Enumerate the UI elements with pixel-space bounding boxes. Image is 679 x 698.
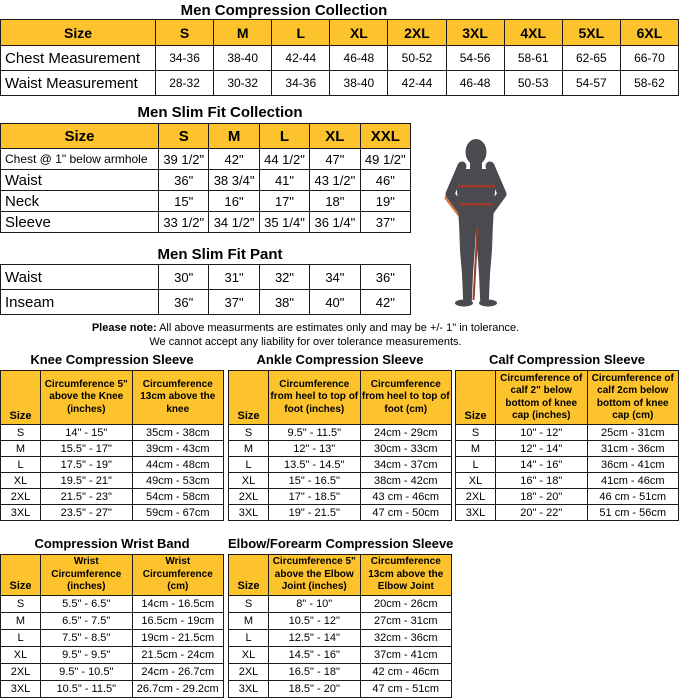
value-cell: 42-44: [388, 71, 446, 96]
column-header: 2XL: [388, 20, 446, 46]
slim-fit-collection-table: [0, 123, 411, 233]
value-cell: 32cm - 36cm: [360, 629, 452, 646]
ankle-sleeve-table: [228, 370, 452, 521]
value-cell: 43 1/2": [310, 170, 360, 191]
value-cell: 35cm - 38cm: [132, 425, 224, 441]
size-cell: S: [229, 595, 269, 612]
size-cell: XL: [456, 473, 496, 489]
value-cell: 15": [159, 191, 209, 212]
wrist-band-section: [0, 536, 224, 698]
column-header: XXL: [360, 124, 410, 149]
size-cell: S: [1, 595, 41, 612]
column-header: Circumference of calf 2cm below bottom of knee cap (cm): [587, 371, 679, 425]
value-cell: 34cm - 37cm: [360, 457, 452, 473]
table-row: [229, 595, 452, 612]
size-cell: 3XL: [456, 505, 496, 521]
table-row: [229, 457, 452, 473]
column-header: L: [272, 20, 330, 46]
value-cell: 18.5" - 20": [269, 680, 361, 697]
size-column-header: Size: [1, 371, 41, 425]
row-label: Inseam: [1, 290, 159, 315]
size-cell: 3XL: [1, 505, 41, 521]
table-row: [1, 489, 224, 505]
value-cell: 16": [209, 191, 259, 212]
value-cell: 35 1/4": [259, 212, 309, 233]
column-header: Wrist Circumference (cm): [132, 555, 224, 596]
value-cell: 20" - 22": [496, 505, 588, 521]
elbow-sleeve-table: [228, 554, 452, 698]
size-column-header: Size: [456, 371, 496, 425]
column-header: Circumference 5" above the Knee (inches): [41, 371, 133, 425]
value-cell: 38cm - 42cm: [360, 473, 452, 489]
value-cell: 39 1/2": [159, 149, 209, 170]
value-cell: 9.5" - 9.5": [41, 646, 133, 663]
value-cell: 14" - 16": [496, 457, 588, 473]
value-cell: 14cm - 16.5cm: [132, 595, 224, 612]
value-cell: 50-52: [388, 46, 446, 71]
value-cell: 10" - 12": [496, 425, 588, 441]
slim-fit-collection-title: Men Slim Fit Collection: [137, 104, 303, 121]
slim-fit-pant-title: Men Slim Fit Pant: [157, 246, 283, 263]
size-cell: XL: [229, 646, 269, 663]
size-cell: 3XL: [229, 680, 269, 697]
size-column-header: Size: [1, 20, 156, 46]
column-header: XL: [310, 124, 360, 149]
size-cell: 2XL: [229, 663, 269, 680]
value-cell: 10.5" - 11.5": [41, 680, 133, 697]
table-row: [1, 663, 224, 680]
value-cell: 47 cm - 51cm: [360, 680, 452, 697]
table-row: [229, 646, 452, 663]
column-header: Circumference 5" above the Elbow Joint (inches): [269, 555, 361, 596]
note-prefix: Please note:: [91, 322, 157, 334]
row-label: Waist: [1, 170, 159, 191]
table-row: [1, 425, 224, 441]
size-cell: L: [1, 629, 41, 646]
size-cell: M: [229, 441, 269, 457]
value-cell: 37cm - 41cm: [360, 646, 452, 663]
value-cell: 36": [360, 265, 410, 290]
column-header: Circumference 13cm above the Elbow Joint: [360, 555, 452, 596]
value-cell: 46-48: [446, 71, 504, 96]
value-cell: 9.5" - 10.5": [41, 663, 133, 680]
value-cell: 36cm - 41cm: [587, 457, 679, 473]
value-cell: 18": [310, 191, 360, 212]
value-cell: 49cm - 53cm: [132, 473, 224, 489]
table-row: [1, 212, 411, 233]
value-cell: 66-70: [620, 46, 678, 71]
value-cell: 42": [209, 149, 259, 170]
calf-sleeve-section: [455, 352, 679, 521]
table-row: [456, 425, 679, 441]
value-cell: 58-62: [620, 71, 678, 96]
knee-sleeve-title: Knee Compression Sleeve: [30, 352, 194, 367]
table-row: [1, 441, 224, 457]
size-cell: M: [456, 441, 496, 457]
value-cell: 17" - 18.5": [269, 489, 361, 505]
table-row: [456, 441, 679, 457]
table-row: [1, 71, 679, 96]
value-cell: 46": [360, 170, 410, 191]
value-cell: 38-40: [330, 71, 388, 96]
table-row: [456, 473, 679, 489]
size-cell: 3XL: [1, 680, 41, 697]
value-cell: 14.5" - 16": [269, 646, 361, 663]
table-row: [1, 170, 411, 191]
value-cell: 16.5cm - 19cm: [132, 612, 224, 629]
column-header: Circumference of calf 2" below bottom of knee cap (inches): [496, 371, 588, 425]
table-row: [1, 149, 411, 170]
compression-collection-title: Men Compression Collection: [180, 2, 388, 19]
table-row: [229, 425, 452, 441]
calf-sleeve-title: Calf Compression Sleeve: [488, 352, 646, 367]
row-label: Sleeve: [1, 212, 159, 233]
wrist-band-table: [0, 554, 224, 698]
value-cell: 10.5" - 12": [269, 612, 361, 629]
value-cell: 44 1/2": [259, 149, 309, 170]
size-cell: XL: [229, 473, 269, 489]
size-cell: M: [1, 441, 41, 457]
value-cell: 54cm - 58cm: [132, 489, 224, 505]
table-row: [229, 505, 452, 521]
value-cell: 36": [159, 290, 209, 315]
value-cell: 42 cm - 46cm: [360, 663, 452, 680]
size-column-header: Size: [229, 555, 269, 596]
size-cell: 2XL: [1, 489, 41, 505]
value-cell: 37": [360, 212, 410, 233]
header-row: [1, 371, 224, 425]
column-header: 4XL: [504, 20, 562, 46]
value-cell: 54-57: [562, 71, 620, 96]
value-cell: 19.5" - 21": [41, 473, 133, 489]
value-cell: 36": [159, 170, 209, 191]
table-row: [1, 612, 224, 629]
value-cell: 21.5" - 23": [41, 489, 133, 505]
value-cell: 24cm - 29cm: [360, 425, 452, 441]
table-row: [229, 663, 452, 680]
column-header: L: [259, 124, 309, 149]
row-label: Waist Measurement: [1, 71, 156, 96]
value-cell: 31cm - 36cm: [587, 441, 679, 457]
value-cell: 46-48: [330, 46, 388, 71]
value-cell: 13.5" - 14.5": [269, 457, 361, 473]
tolerance-note: [0, 321, 611, 349]
value-cell: 50-53: [504, 71, 562, 96]
value-cell: 42-44: [272, 46, 330, 71]
value-cell: 32": [259, 265, 309, 290]
value-cell: 62-65: [562, 46, 620, 71]
size-cell: S: [229, 425, 269, 441]
value-cell: 19": [360, 191, 410, 212]
value-cell: 5.5" - 6.5": [41, 595, 133, 612]
size-cell: L: [456, 457, 496, 473]
man-silhouette-figure: [436, 132, 516, 312]
elbow-sleeve-section: [228, 536, 452, 698]
elbow-sleeve-title: Elbow/Forearm Compression Sleeve: [228, 536, 454, 551]
table-row: [1, 265, 411, 290]
value-cell: 38": [259, 290, 309, 315]
value-cell: 7.5" - 8.5": [41, 629, 133, 646]
value-cell: 44cm - 48cm: [132, 457, 224, 473]
header-row: [1, 124, 411, 149]
value-cell: 16" - 18": [496, 473, 588, 489]
calf-sleeve-table: [455, 370, 679, 521]
value-cell: 12" - 13": [269, 441, 361, 457]
table-row: [1, 191, 411, 212]
wrist-band-title: Compression Wrist Band: [34, 536, 190, 551]
table-row: [456, 505, 679, 521]
value-cell: 19" - 21.5": [269, 505, 361, 521]
size-cell: S: [1, 425, 41, 441]
value-cell: 49 1/2": [360, 149, 410, 170]
note-line2: We cannot accept any liability for over tolerance measurements.: [149, 336, 462, 348]
value-cell: 18" - 20": [496, 489, 588, 505]
table-row: [1, 505, 224, 521]
value-cell: 8" - 10": [269, 595, 361, 612]
slim-fit-pant-table: [0, 264, 411, 315]
note-line1: All above measurments are estimates only and may be +/- 1" in tolerance.: [156, 322, 520, 334]
value-cell: 38 3/4": [209, 170, 259, 191]
table-row: [229, 441, 452, 457]
header-row: [229, 371, 452, 425]
value-cell: 12.5" - 14": [269, 629, 361, 646]
table-row: [229, 612, 452, 629]
size-cell: 2XL: [1, 663, 41, 680]
value-cell: 41cm - 46cm: [587, 473, 679, 489]
value-cell: 20cm - 26cm: [360, 595, 452, 612]
ankle-sleeve-title: Ankle Compression Sleeve: [256, 352, 424, 367]
header-row: [1, 555, 224, 596]
size-cell: XL: [1, 646, 41, 663]
table-row: [1, 680, 224, 697]
value-cell: 24cm - 26.7cm: [132, 663, 224, 680]
knee-sleeve-section: [0, 352, 224, 521]
value-cell: 9.5" - 11.5": [269, 425, 361, 441]
value-cell: 30": [159, 265, 209, 290]
table-row: [1, 290, 411, 315]
header-row: [229, 555, 452, 596]
column-header: 6XL: [620, 20, 678, 46]
table-row: [456, 489, 679, 505]
table-row: [229, 629, 452, 646]
value-cell: 47": [310, 149, 360, 170]
column-header: S: [159, 124, 209, 149]
size-column-header: Size: [1, 124, 159, 149]
value-cell: 54-56: [446, 46, 504, 71]
value-cell: 25cm - 31cm: [587, 425, 679, 441]
value-cell: 30cm - 33cm: [360, 441, 452, 457]
chest-measure-line: [458, 185, 495, 188]
table-row: [1, 595, 224, 612]
size-cell: L: [229, 629, 269, 646]
compression-collection-table: [0, 19, 679, 96]
column-header: 3XL: [446, 20, 504, 46]
table-row: [1, 457, 224, 473]
value-cell: 46 cm - 51cm: [587, 489, 679, 505]
size-cell: L: [1, 457, 41, 473]
ankle-sleeve-section: [228, 352, 452, 521]
column-header: 5XL: [562, 20, 620, 46]
table-row: [229, 489, 452, 505]
column-header: Wrist Circumference (inches): [41, 555, 133, 596]
column-header: M: [214, 20, 272, 46]
value-cell: 51 cm - 56cm: [587, 505, 679, 521]
column-header: Circumference from heel to top of foot (inches): [269, 371, 361, 425]
column-header: Circumference from heel to top of foot (cm): [360, 371, 452, 425]
size-cell: M: [1, 612, 41, 629]
value-cell: 34-36: [156, 46, 214, 71]
table-row: [229, 473, 452, 489]
size-cell: L: [229, 457, 269, 473]
value-cell: 14" - 15": [41, 425, 133, 441]
size-cell: S: [456, 425, 496, 441]
value-cell: 41": [259, 170, 309, 191]
size-column-header: Size: [229, 371, 269, 425]
value-cell: 34": [310, 265, 360, 290]
value-cell: 37": [209, 290, 259, 315]
header-row: [1, 20, 679, 46]
table-row: [1, 629, 224, 646]
row-label: Chest Measurement: [1, 46, 156, 71]
value-cell: 30-32: [214, 71, 272, 96]
size-cell: XL: [1, 473, 41, 489]
size-cell: M: [229, 612, 269, 629]
value-cell: 15.5" - 17": [41, 441, 133, 457]
size-cell: 2XL: [229, 489, 269, 505]
value-cell: 19cm - 21.5cm: [132, 629, 224, 646]
value-cell: 21.5cm - 24cm: [132, 646, 224, 663]
column-header: M: [209, 124, 259, 149]
column-header: Circumference 13cm above the knee: [132, 371, 224, 425]
table-row: [1, 46, 679, 71]
value-cell: 58-61: [504, 46, 562, 71]
knee-sleeve-table: [0, 370, 224, 521]
value-cell: 23.5" - 27": [41, 505, 133, 521]
value-cell: 36 1/4": [310, 212, 360, 233]
value-cell: 16.5" - 18": [269, 663, 361, 680]
table-row: [1, 473, 224, 489]
table-row: [456, 457, 679, 473]
table-row: [229, 680, 452, 697]
value-cell: 28-32: [156, 71, 214, 96]
value-cell: 27cm - 31cm: [360, 612, 452, 629]
value-cell: 17.5" - 19": [41, 457, 133, 473]
value-cell: 34 1/2": [209, 212, 259, 233]
header-row: [456, 371, 679, 425]
value-cell: 59cm - 67cm: [132, 505, 224, 521]
row-label: Waist: [1, 265, 159, 290]
row-label: Neck: [1, 191, 159, 212]
value-cell: 40": [310, 290, 360, 315]
size-cell: 3XL: [229, 505, 269, 521]
value-cell: 43 cm - 46cm: [360, 489, 452, 505]
value-cell: 42": [360, 290, 410, 315]
column-header: S: [156, 20, 214, 46]
value-cell: 6.5" - 7.5": [41, 612, 133, 629]
value-cell: 15" - 16.5": [269, 473, 361, 489]
value-cell: 39cm - 43cm: [132, 441, 224, 457]
value-cell: 26.7cm - 29.2cm: [132, 680, 224, 697]
row-label: Chest @ 1" below armhole: [1, 149, 159, 170]
size-cell: 2XL: [456, 489, 496, 505]
value-cell: 47 cm - 50cm: [360, 505, 452, 521]
waist-measure-line: [459, 203, 493, 206]
table-row: [1, 646, 224, 663]
value-cell: 17": [259, 191, 309, 212]
value-cell: 38-40: [214, 46, 272, 71]
value-cell: 34-36: [272, 71, 330, 96]
size-column-header: Size: [1, 555, 41, 596]
value-cell: 12" - 14": [496, 441, 588, 457]
column-header: XL: [330, 20, 388, 46]
value-cell: 31": [209, 265, 259, 290]
value-cell: 33 1/2": [159, 212, 209, 233]
